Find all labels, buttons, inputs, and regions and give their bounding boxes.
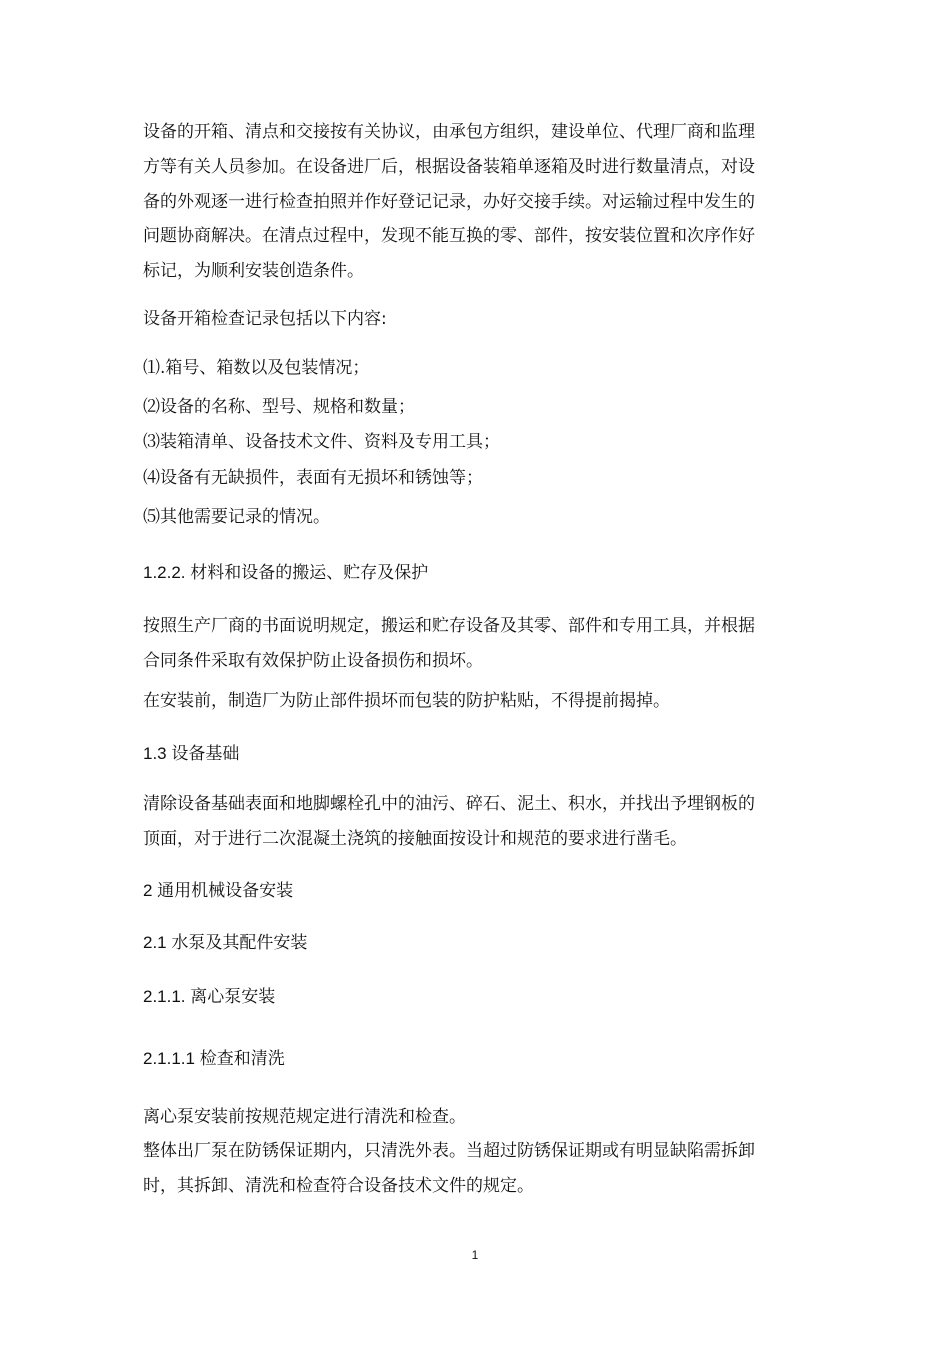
section-heading-1-3: 1.3 设备基础 <box>143 744 240 763</box>
paragraph-protective-film: 在安装前，制造厂为防止部件损坏而包装的防护粘贴，不得提前揭掉。 <box>143 691 670 711</box>
list-item: ⑴.箱号、箱数以及包装情况； <box>143 358 370 378</box>
list-item: ⑵设备的名称、型号、规格和数量； <box>143 397 415 417</box>
section-heading-2: 2 通用机械设备安装 <box>143 881 294 900</box>
paragraph-unpacking-handover: 设备的开箱、清点和交接按有关协议，由承包方组织，建设单位、代理厂商和监理方等有关人员参加。在设备进厂后，根据设备装箱单逐箱及时进行数量清点，对设备的外观逐一进行检查拍照并作好登记记录，办好交接手续。对运输过程中发生的问题协商解决。在清点过程中，发现不能互换的零、部件，按安装位置和次序作好标记，为顺利安装创造条件。 <box>143 122 755 282</box>
section-heading-2-1-1: 2.1.1. 离心泵安装 <box>143 987 276 1006</box>
paragraph-rust-warranty: 整体出厂泵在防锈保证期内，只清洗外表。当超过防锈保证期或有明显缺陷需拆卸时，其拆卸、清洗和检查符合设备技术文件的规定。 <box>143 1141 755 1196</box>
paragraph-foundation-cleaning: 清除设备基础表面和地脚螺栓孔中的油污、碎石、泥土、积水，并找出予埋钢板的顶面，对于进行二次混凝土浇筑的接触面按设计和规范的要求进行凿毛。 <box>143 794 755 849</box>
list-item: ⑶装箱清单、设备技术文件、资料及专用工具； <box>143 432 500 452</box>
section-heading-1-2-2: 1.2.2. 材料和设备的搬运、贮存及保护 <box>143 563 429 582</box>
list-item: ⑸其他需要记录的情况。 <box>143 507 330 527</box>
page-number: 1 <box>471 1248 479 1262</box>
list-item: ⑷设备有无缺损件，表面有无损坏和锈蚀等； <box>143 468 483 488</box>
paragraph-inspection-record-intro: 设备开箱检查记录包括以下内容: <box>143 309 387 329</box>
section-heading-2-1-1-1: 2.1.1.1 检查和清洗 <box>143 1049 285 1068</box>
section-heading-2-1: 2.1 水泵及其配件安装 <box>143 933 308 952</box>
paragraph-pump-cleaning: 离心泵安装前按规范规定进行清洗和检查。 <box>143 1107 466 1127</box>
paragraph-handling-storage: 按照生产厂商的书面说明规定，搬运和贮存设备及其零、部件和专用工具，并根据合同条件采取有效保护防止设备损伤和损坏。 <box>143 616 755 671</box>
